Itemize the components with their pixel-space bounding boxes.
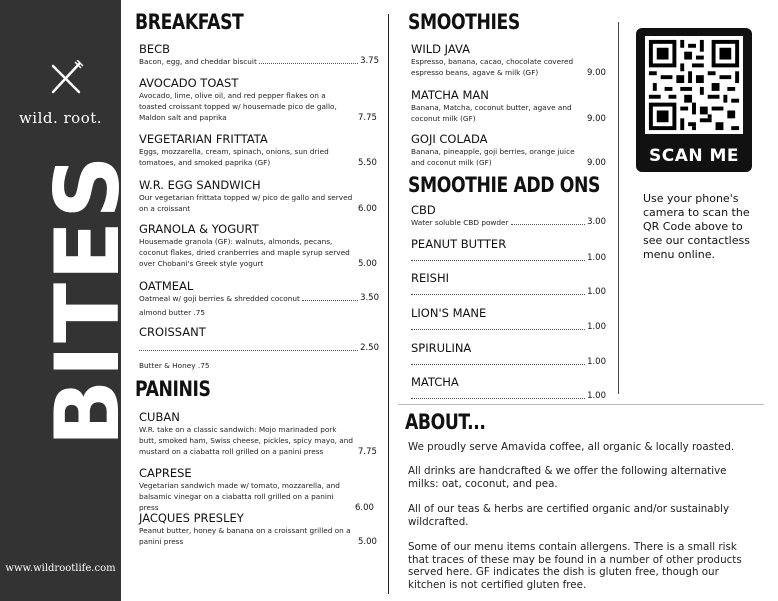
- item-name: AVOCADO TOAST: [139, 76, 239, 90]
- qr-code-icon: [645, 36, 743, 134]
- item-name: JACQUES PRESLEY: [139, 511, 244, 525]
- item-desc: Banana, Matcha, coconut butter, agave and coconut milk (GF): [411, 103, 572, 123]
- item-name: CBD: [411, 203, 436, 217]
- item-price: 9.00: [587, 158, 606, 168]
- breakfast-section: [135, 10, 380, 34]
- item-name: OATMEAL: [139, 279, 194, 293]
- item-price: 1.00: [587, 391, 606, 401]
- item-price: 9.00: [587, 68, 606, 78]
- item-name: GOJI COLADA: [411, 132, 488, 146]
- about-paragraph: We proudly serve Amavida coffee, all organic & locally roasted.: [408, 441, 735, 453]
- item-desc: Avocado, lime, olive oil, and red pepper flakes on a toasted croissant topped w/ housemade pico de gallo, Maldon salt and paprika: [139, 91, 337, 122]
- about-title: ABOUT...: [405, 410, 486, 434]
- divider-about: [398, 404, 764, 405]
- qr-caption: Use your phone's camera to scan the QR Code above to see our contactless menu online.: [643, 192, 750, 261]
- item-name: CAPRESE: [139, 466, 192, 480]
- fork-knife-icon: [47, 60, 85, 98]
- item-name: CUBAN: [139, 410, 180, 424]
- paninis-section: [135, 377, 380, 401]
- qr-code[interactable]: [645, 36, 743, 134]
- menu-item: [139, 410, 379, 457]
- item-price: 7.75: [358, 113, 377, 123]
- menu-item: [139, 279, 379, 318]
- item-price: 3.75: [360, 56, 379, 66]
- item-desc: Peanut butter, honey & banana on a croissant grilled on a panini press: [139, 526, 351, 546]
- item-desc: W.R. take on a classic sandwich: Mojo marinaded pork butt, smoked ham, Swiss cheese, pickles, spicy mayo, and mustard on a ciabatta roll grilled on a panini press: [139, 425, 354, 456]
- item-price: 7.75: [358, 447, 377, 457]
- item-name: W.R. EGG SANDWICH: [139, 178, 261, 192]
- menu-item: [411, 341, 606, 368]
- menu-item: [411, 42, 606, 78]
- menu-item: [411, 132, 606, 168]
- menu-item: [411, 375, 606, 402]
- item-extra: Butter & Honey .75: [139, 361, 210, 370]
- item-name: WILD JAVA: [411, 42, 470, 56]
- item-price: 2.50: [360, 343, 379, 353]
- item-desc: Eggs, mozzarella, cream, spinach, onions, sun dried tomatoes, and smoked paprika (GF): [139, 147, 329, 167]
- item-price: 5.00: [358, 537, 377, 547]
- item-desc: Our vegetarian frittata topped w/ pico de gallo and served on a croissant: [139, 193, 353, 213]
- about-paragraph: All of our teas & herbs are certified organic and/or sustainably wildcrafted.: [408, 503, 730, 528]
- about-paragraph: All drinks are handcrafted & we offer the following alternative milks: oat, coconut, and pea.: [408, 465, 727, 490]
- item-extra: almond butter .75: [139, 308, 206, 317]
- menu-item: [139, 325, 379, 371]
- scan-me-label: SCAN ME: [648, 146, 740, 166]
- item-name: REISHI: [411, 271, 449, 285]
- item-price: 3.50: [360, 293, 379, 303]
- item-name: SPIRULINA: [411, 341, 472, 355]
- item-name: GRANOLA & YOGURT: [139, 222, 259, 236]
- item-name: CROISSANT: [139, 325, 206, 339]
- breakfast-title: BREAKFAST: [135, 10, 244, 34]
- item-price: 1.00: [587, 322, 606, 332]
- item-desc: Housemade granola (GF): walnuts, almonds, pecans, coconut flakes, dried cranberries and maple syrup served over Chobani's Greek style yogurt: [139, 237, 350, 268]
- menu-item: [139, 178, 379, 214]
- item-price: 5.50: [358, 158, 377, 168]
- item-desc: Bacon, egg, and cheddar biscuit: [139, 57, 257, 66]
- item-price: 5.00: [358, 259, 377, 269]
- paninis-title: PANINIS: [135, 377, 211, 401]
- about-section: [405, 410, 755, 434]
- divider-left: [388, 14, 389, 594]
- item-desc: Vegetarian sandwich made w/ tomato, mozzarella, and balsamic vinegar on a ciabatta roll grilled on a panini press: [139, 481, 340, 512]
- sidebar: [0, 0, 139, 601]
- menu-item: [411, 88, 606, 124]
- about-paragraph: Some of our menu items contain allergens. There is a small risk that traces of these may be found in a number of other products served here. GF indicates the dish is gluten free, though our kitchen is not certified gluten free.: [408, 541, 742, 591]
- item-name: MATCHA MAN: [411, 88, 489, 102]
- item-name: VEGETARIAN FRITTATA: [139, 132, 268, 146]
- menu-item: [139, 222, 379, 269]
- item-price: 1.00: [587, 357, 606, 367]
- item-name: PEANUT BUTTER: [411, 237, 507, 251]
- qr-code-card[interactable]: [636, 28, 752, 172]
- menu-item: [411, 271, 606, 298]
- item-price: 1.00: [587, 287, 606, 297]
- menu-item: [139, 42, 379, 67]
- item-price: 9.00: [587, 114, 606, 124]
- item-price: 6.00: [358, 204, 377, 214]
- item-desc: Espresso, banana, cacao, chocolate covered espresso beans, agave & milk (GF): [411, 57, 574, 77]
- divider-middle: [618, 22, 619, 394]
- item-desc: Oatmeal w/ goji berries & shredded coconut: [139, 294, 300, 303]
- item-desc: Banana, pineapple, goji berries, orange juice and coconut milk (GF): [411, 147, 575, 167]
- menu-item: [139, 466, 379, 513]
- menu-item: [411, 237, 606, 264]
- item-price: 6.00: [355, 503, 374, 513]
- item-price: 1.00: [587, 253, 606, 263]
- addons-title: SMOOTHIE ADD ONS: [408, 173, 600, 197]
- bites-title: BITES: [36, 153, 139, 447]
- item-name: MATCHA: [411, 375, 459, 389]
- item-name: BECB: [139, 42, 171, 56]
- item-price: 3.00: [587, 217, 606, 227]
- menu-item: [139, 132, 379, 168]
- menu-item: [411, 306, 606, 333]
- website-link[interactable]: www.wildrootlife.com: [5, 563, 116, 574]
- item-desc: Water soluble CBD powder: [411, 218, 509, 227]
- smoothies-title: SMOOTHIES: [408, 10, 520, 34]
- brand-name: wild. root.: [18, 109, 103, 127]
- menu-item: [139, 511, 379, 547]
- smoothies-section: [408, 10, 608, 34]
- item-name: LION'S MANE: [411, 306, 487, 320]
- menu-item: [411, 203, 606, 228]
- menu-item: [139, 76, 379, 123]
- addons-section: [408, 173, 613, 197]
